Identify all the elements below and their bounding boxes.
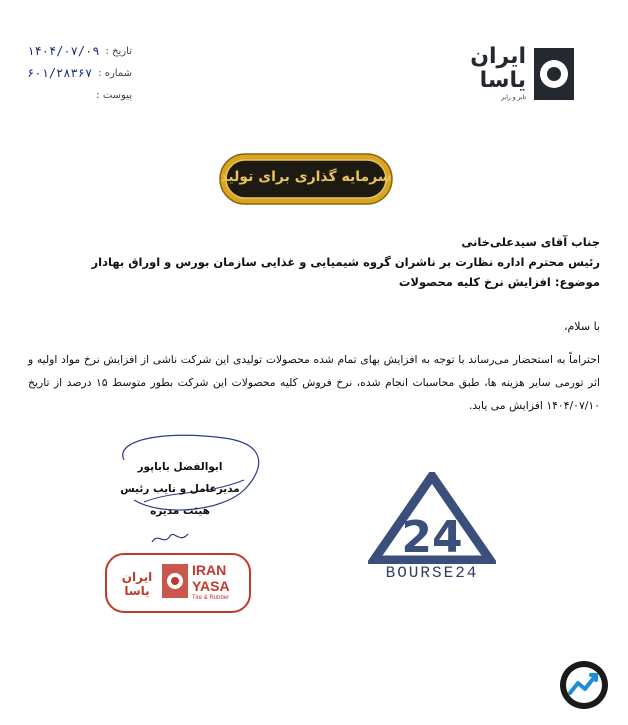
attachment-row <box>22 84 132 106</box>
chart-badge-icon <box>558 659 610 711</box>
signature-block <box>110 456 250 522</box>
subject-line: موضوع: افزایش نرخ کلیه محصولات <box>398 275 600 289</box>
company-stamp <box>104 552 252 614</box>
addressee-name: جناب آقای سیدعلی‌خانی <box>461 235 600 249</box>
addressee-block <box>80 232 600 292</box>
addressee-title: رئیس محترم اداره نظارت بر ناشران گروه شیمیایی و غذایی سازمان بورس و اوراق بهادار <box>91 255 600 269</box>
number-value: ۶۰۱/۲۸۳۶۷ <box>27 66 93 80</box>
stamp-en2: YASA <box>192 578 230 594</box>
greeting: با سلام، <box>563 320 600 333</box>
stamp-en1: IRAN <box>192 562 227 578</box>
number-label: شماره : <box>98 67 132 79</box>
date-label: تاریخ : <box>105 45 132 57</box>
signatory-title: مدیرعامل و نایب رئیس هیئت مدیره <box>120 483 240 517</box>
letter-body: احتراماً به استحضار می‌رساند با توجه به افزایش بهای تمام شده محصولات تولیدی این شرکت ناشی از افزایش نرخ مواد اولیه و اثر تورمی سایر هزینه ها، طبق محاسبات انجام شده، نرخ فروش کلیه محصولات این شرکت بطور متوسط ۱۵ درصد از تاریخ ۱۴۰۴/۰۷/۱۰ افزایش می یابد. <box>28 353 600 412</box>
bourse24-watermark <box>368 472 496 584</box>
attachment-label: پیوست : <box>96 89 132 101</box>
signatory-name: ابوالفضل باباپور <box>137 461 223 473</box>
slogan-banner <box>218 152 394 206</box>
logo-line1: ایران <box>470 44 526 69</box>
stamp-en3: Tire & Rubber <box>192 595 230 601</box>
banner-text: سرمایه گذاری برای تولید <box>220 169 392 185</box>
date-value: ۱۴۰۴/۰۷/۰۹ <box>27 44 100 58</box>
logo-line2: یاسا <box>479 68 526 93</box>
stamp-fa: ایران یاسا <box>121 570 153 598</box>
date-row <box>22 40 132 62</box>
logo-small: تایر و رابر <box>501 94 526 101</box>
company-logo <box>456 44 576 104</box>
bourse24-text: BOURSE24 <box>385 564 479 582</box>
bourse24-logo-icon <box>368 472 496 564</box>
svg-text:24: 24 <box>401 512 463 563</box>
handwritten-signature <box>150 528 190 548</box>
letter-meta <box>22 40 132 106</box>
number-row <box>22 62 132 84</box>
